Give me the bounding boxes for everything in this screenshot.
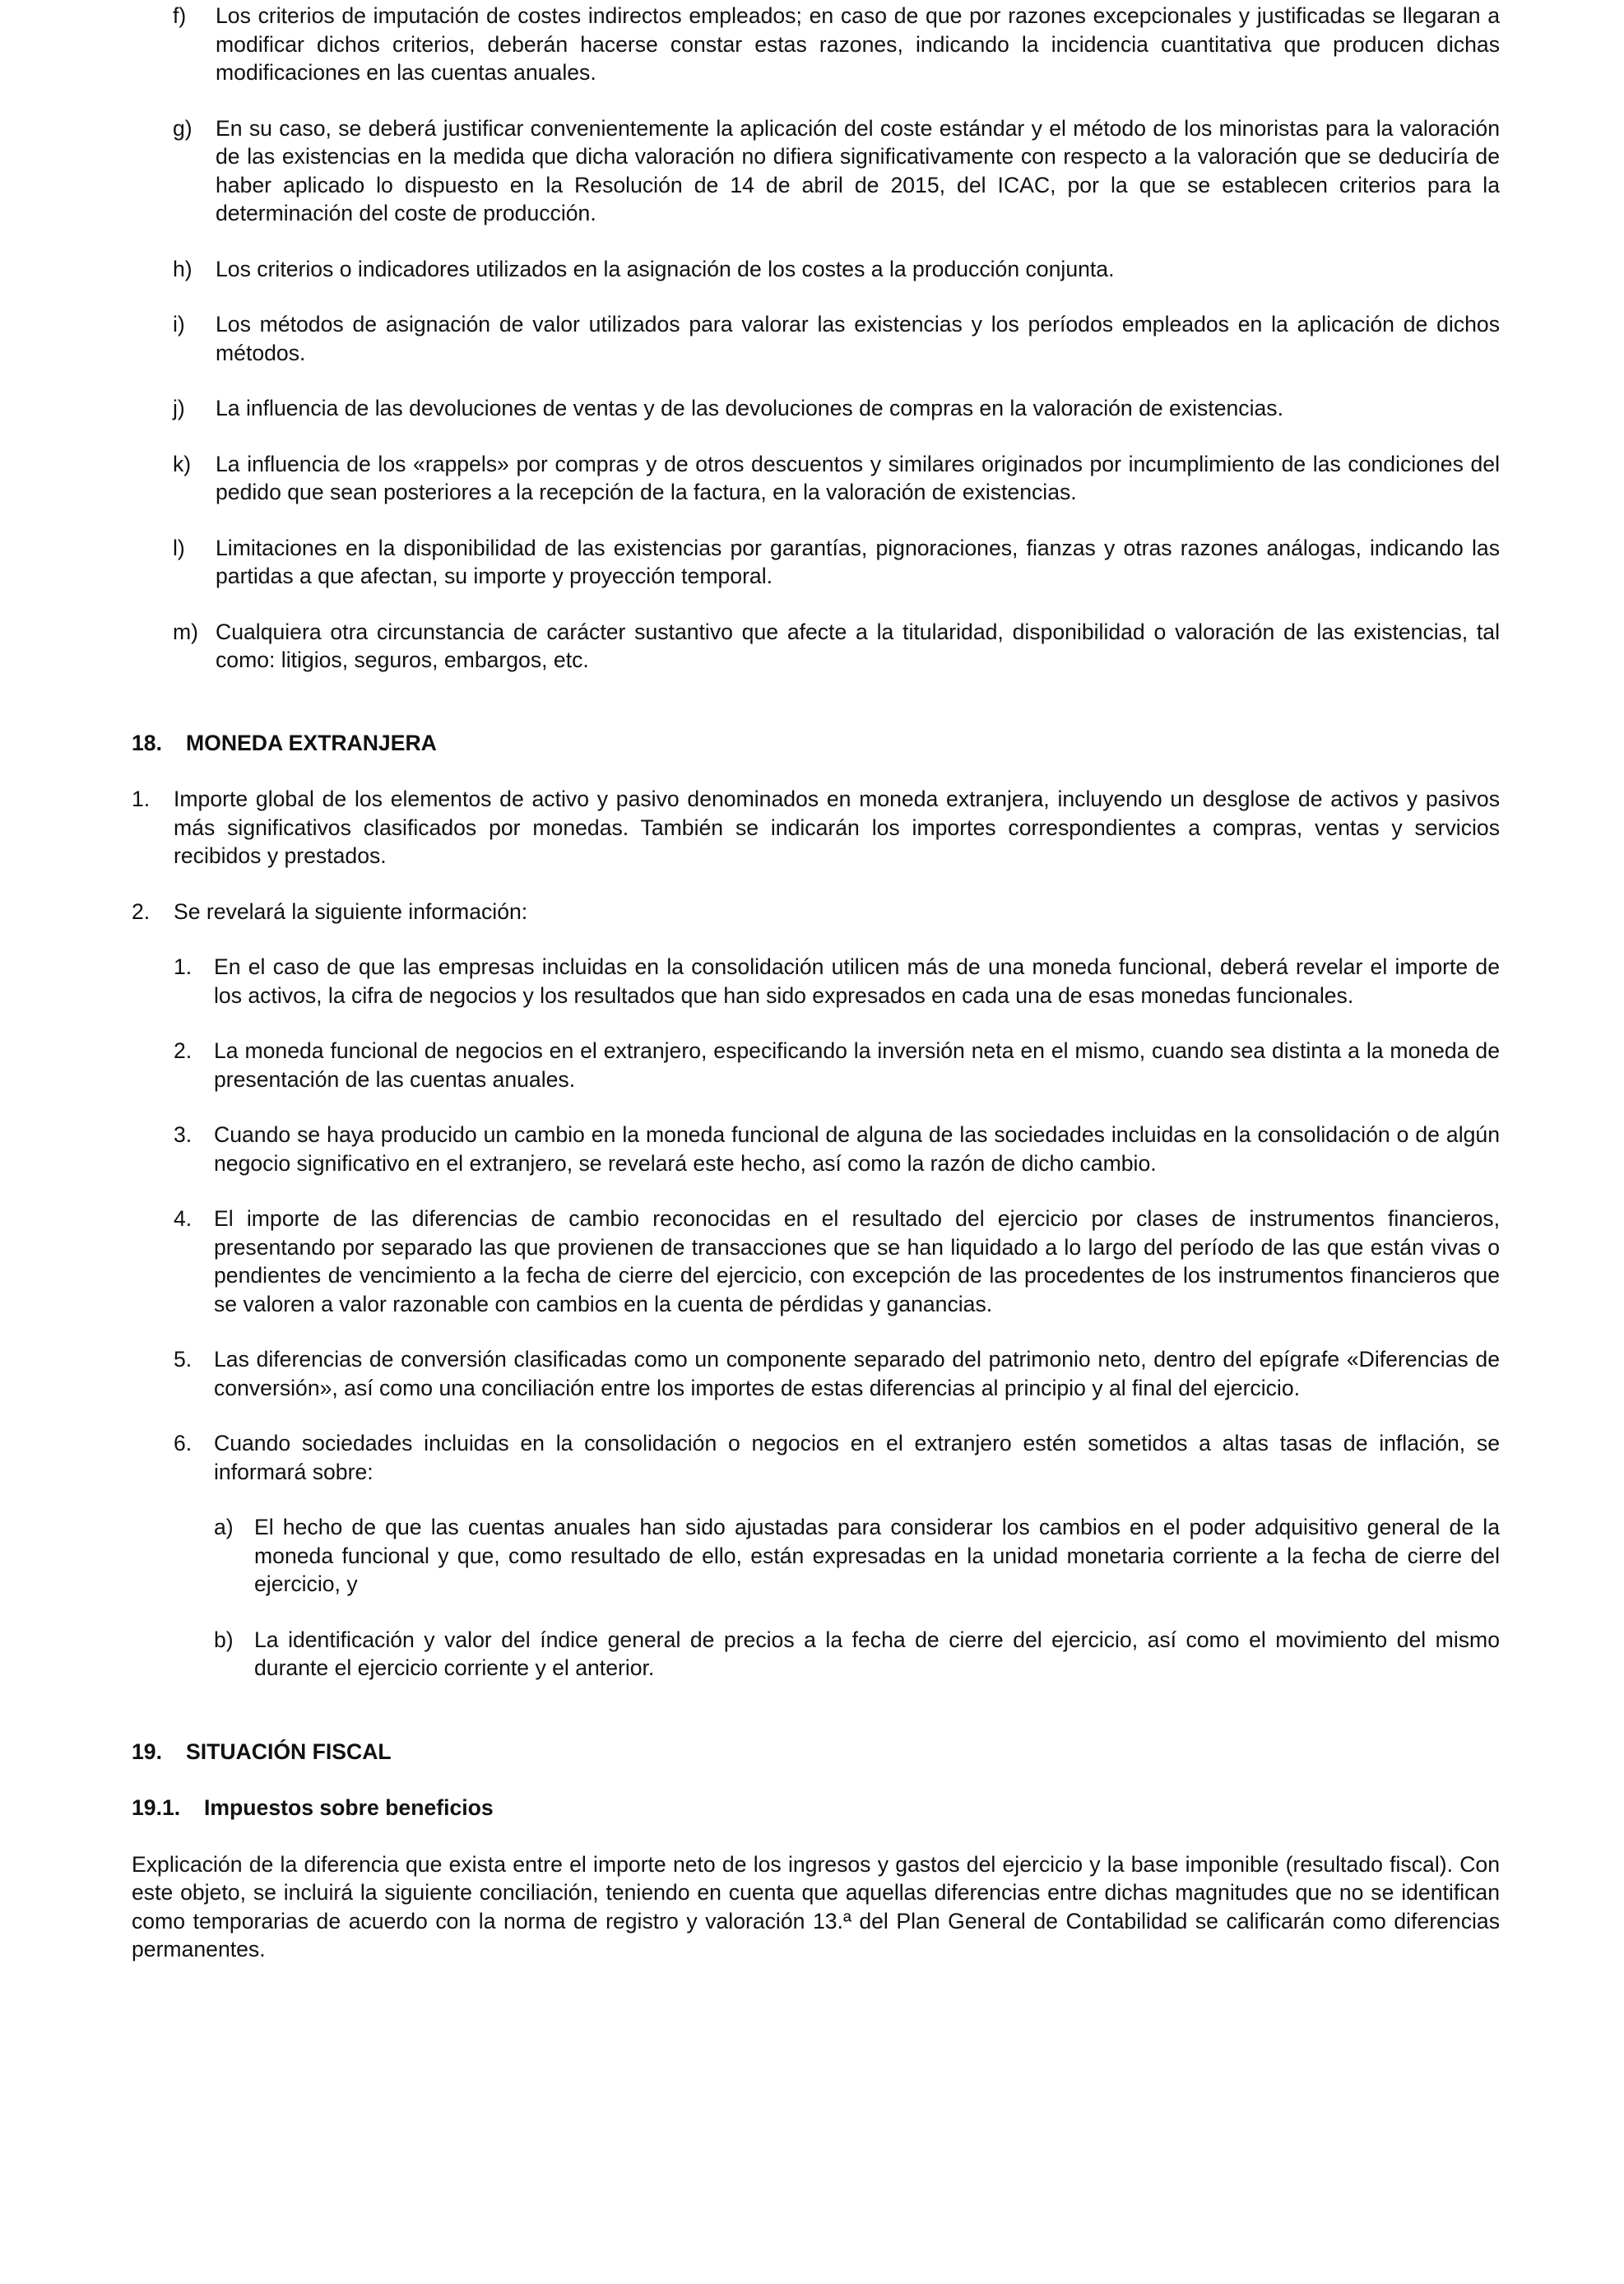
- list-item-label: k): [173, 451, 192, 476]
- list-item-text: La moneda funcional de negocios en el extranjero, especificando la inversión neta en el mismo, cuando sea distinta a la moneda de presentación de las cuentas anuales.: [214, 1038, 1500, 1092]
- list-item-label: h): [173, 256, 193, 281]
- list-item-text: Cuando sociedades incluidas en la consolidación o negocios en el extranjero estén sometidos a altas tasas de inflación, se informará sobre:: [214, 1431, 1500, 1484]
- subsection-number: 19.1.: [132, 1795, 181, 1820]
- list-item-label: 6.: [174, 1431, 193, 1455]
- list-item-i: [132, 310, 1500, 367]
- section-title: SITUACIÓN FISCAL: [186, 1739, 392, 1764]
- subsection-heading-19-1: [132, 1794, 1500, 1822]
- list-item-label: m): [173, 619, 199, 644]
- subitem-6: [132, 1429, 1500, 1486]
- list-item-g: [132, 114, 1500, 228]
- subsubitem-a: [132, 1513, 1500, 1599]
- section-heading-18: [132, 729, 1500, 758]
- list-item-m: [132, 618, 1500, 675]
- list-item-label: f): [173, 3, 187, 28]
- list-item-text: La influencia de las devoluciones de ventas y de las devoluciones de compras en la valoración de existencias.: [216, 396, 1283, 420]
- list-item-label: j): [173, 396, 185, 420]
- section-title: MONEDA EXTRANJERA: [186, 730, 437, 755]
- list-item-label: 1.: [132, 787, 151, 811]
- subsection-title: Impuestos sobre beneficios: [204, 1795, 494, 1820]
- list-item-text: Los métodos de asignación de valor utilizados para valorar las existencias y los períodos empleados en la aplicación de dichos métodos.: [216, 312, 1500, 365]
- list-item-text: Se revelará la siguiente información:: [174, 898, 528, 924]
- list-item-h: [132, 255, 1500, 284]
- list-item-text: El hecho de que las cuentas anuales han sido ajustadas para considerar los cambios en el poder adquisitivo general de la moneda funcional y que, como resultado de ello, están expresadas en la unidad monetaria corriente a la fecha de cierre del ejercicio, y: [254, 1515, 1500, 1596]
- list-item-j: [132, 394, 1500, 423]
- section-number: 18.: [132, 730, 162, 755]
- list-item-k: [132, 450, 1500, 507]
- section19-paragraph: Explicación de la diferencia que exista entre el importe neto de los ingresos y gastos del ejercicio y la base imponible (resultado fiscal). Con este objeto, se incluirá la siguiente conciliación, teniendo en cuenta que aquellas diferencias entre dichas magnitudes que no se identifican como temporarias de acuerdo con la norma de registro y valoración 13.ª del Plan General de Contabilidad se calificarán como diferencias permanentes.: [132, 1851, 1500, 1961]
- list-item-text: Importe global de los elementos de activo y pasivo denominados en moneda extranjera, incluyendo un desglose de activos y pasivos más significativos clasificados por monedas. También se indicarán los importes correspondientes a compras, ventas y servicios recibidos y prestados.: [174, 787, 1500, 868]
- list-continuation: [132, 2, 1500, 675]
- list-item-text: El importe de las diferencias de cambio reconocidas en el resultado del ejercicio por clases de instrumentos financieros, presentando por separado las que provienen de transacciones que se han liquidado a lo largo del período de las que están vivas o pendientes de vencimiento a la fecha de cierre del ejercicio, con excepción de las procedentes de los instrumentos financieros que se valoren a valor razonable con cambios en la cuenta de pérdidas y ganancias.: [214, 1206, 1500, 1316]
- list-item-text: Las diferencias de conversión clasificadas como un componente separado del patrimonio neto, dentro del epígrafe «Diferencias de conversión», así como una conciliación entre los importes de estas diferencias al principio y al final del ejercicio.: [214, 1347, 1500, 1400]
- list-item-text: En su caso, se deberá justificar convenientemente la aplicación del coste estándar y el método de los minoristas para la valoración de las existencias en la medida que dicha valoración no difiera significativamente con respecto a la valoración que se deduciría de haber aplicado lo dispuesto en la Resolución de 14 de abril de 2015, del ICAC, por la que se establecen criterios para la determinación del coste de producción.: [216, 115, 1500, 225]
- list-item-text: Cuando se haya producido un cambio en la moneda funcional de alguna de las sociedades incluidas en la consolidación o de algún negocio significativo en el extranjero, se revelará este hecho, así como la razón de dicho cambio.: [214, 1122, 1500, 1176]
- subitem-2: [132, 1037, 1500, 1093]
- list-item-text: Los criterios o indicadores utilizados en la asignación de los costes a la producción conjunta.: [216, 256, 1115, 281]
- subitem-3: [132, 1121, 1500, 1177]
- section-heading-19: [132, 1738, 1500, 1766]
- list-item-label: l): [173, 535, 185, 560]
- section18-item-1: [132, 785, 1500, 870]
- list-item-text: La identificación y valor del índice general de precios a la fecha de cierre del ejercicio, así como el movimiento del mismo durante el ejercicio corriente y el anterior.: [254, 1627, 1500, 1680]
- list-item-label: 3.: [174, 1122, 193, 1147]
- list-item-label: i): [173, 312, 185, 337]
- list-item-text: La influencia de los «rappels» por compras y de otros descuentos y similares originados por incumplimiento de las condiciones del pedido que sean posteriores a la recepción de la factura, en la valoración de existencias.: [216, 451, 1500, 504]
- subitem-1: [132, 953, 1500, 1010]
- section18-subsubitems: [132, 1513, 1500, 1683]
- list-item-label: 1.: [174, 954, 193, 979]
- list-item-label: a): [214, 1515, 234, 1539]
- list-item-label: 5.: [174, 1347, 193, 1372]
- list-item-label: 2.: [132, 898, 151, 924]
- section-number: 19.: [132, 1739, 162, 1764]
- list-item-label: g): [173, 115, 193, 141]
- section18-subitems: [132, 953, 1500, 1486]
- section18-item-2: [132, 898, 1500, 926]
- subitem-5: [132, 1345, 1500, 1402]
- list-item-text: Limitaciones en la disponibilidad de las existencias por garantías, pignoraciones, fianzas y otras razones análogas, indicando las partidas a que afectan, su importe y proyección temporal.: [216, 535, 1500, 588]
- list-item-label: 4.: [174, 1206, 193, 1231]
- list-item-label: 2.: [174, 1038, 193, 1063]
- list-item-f: [132, 2, 1500, 87]
- list-item-text: En el caso de que las empresas incluidas en la consolidación utilicen más de una moneda funcional, deberá revelar el importe de los activos, la cifra de negocios y los resultados que han sido expresados en cada una de esas monedas funcionales.: [214, 954, 1500, 1008]
- list-item-text: Cualquiera otra circunstancia de carácter sustantivo que afecte a la titularidad, disponibilidad o valoración de las existencias, tal como: litigios, seguros, embargos, etc.: [216, 619, 1500, 672]
- subitem-4: [132, 1205, 1500, 1318]
- list-item-l: [132, 534, 1500, 591]
- document-body: [132, 2, 1500, 1964]
- list-item-label: b): [214, 1627, 234, 1652]
- list-item-text: Los criterios de imputación de costes indirectos empleados; en caso de que por razones excepcionales y justificadas se llegaran a modificar dichos criterios, deberán hacerse constar estas razones, indicando la incidencia cuantitativa que producen dichas modificaciones en las cuentas anuales.: [216, 3, 1500, 85]
- subsubitem-b: [132, 1626, 1500, 1683]
